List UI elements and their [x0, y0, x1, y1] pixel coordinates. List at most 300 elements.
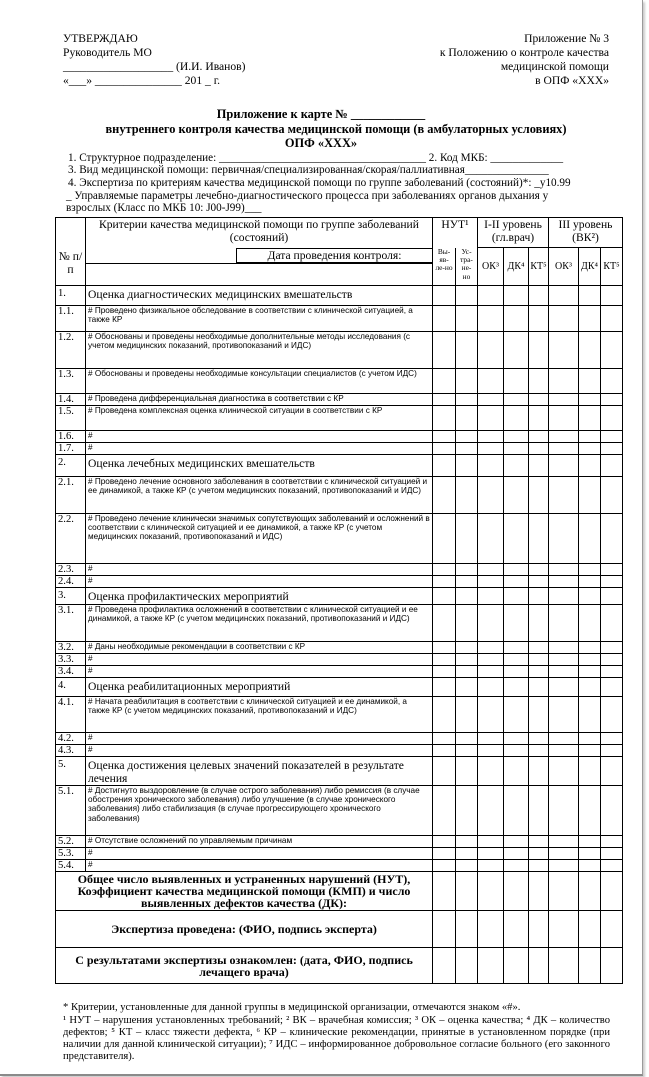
- score-cell[interactable]: [549, 678, 579, 697]
- score-cell[interactable]: [579, 406, 601, 431]
- criterion-row: [56, 836, 623, 848]
- score-cell[interactable]: [456, 666, 478, 678]
- level12-header: I-II уровень (гл.врач): [478, 218, 549, 248]
- summary-cell[interactable]: [433, 911, 456, 948]
- score-cell[interactable]: [433, 369, 456, 394]
- score-cell[interactable]: [549, 286, 579, 306]
- score-cell[interactable]: [478, 477, 504, 514]
- score-cell[interactable]: [478, 733, 504, 745]
- row-number: 4.1.: [56, 697, 86, 733]
- score-cell[interactable]: [579, 369, 601, 394]
- score-cell[interactable]: [478, 406, 504, 431]
- score-cell[interactable]: [529, 477, 549, 514]
- score-cell[interactable]: [549, 406, 579, 431]
- score-cell[interactable]: [433, 678, 456, 697]
- score-cell[interactable]: [456, 836, 478, 848]
- score-cell[interactable]: [433, 786, 456, 836]
- summary-cell[interactable]: [433, 872, 456, 911]
- score-cell[interactable]: [601, 642, 623, 654]
- criteria-table: [55, 217, 623, 984]
- score-cell[interactable]: [549, 394, 579, 406]
- score-cell[interactable]: [529, 605, 549, 642]
- criterion-row: [56, 860, 623, 872]
- summary-label: Экспертиза проведена: (ФИО, подпись эксперта): [56, 911, 433, 948]
- score-cell[interactable]: [529, 678, 549, 697]
- score-cell[interactable]: [504, 588, 529, 605]
- row-number: 2.3.: [56, 564, 86, 576]
- score-cell[interactable]: [456, 306, 478, 332]
- score-cell[interactable]: [549, 836, 579, 848]
- score-cell[interactable]: [579, 757, 601, 786]
- row-number: 5.3.: [56, 848, 86, 860]
- score-cell[interactable]: [433, 306, 456, 332]
- score-cell[interactable]: [433, 431, 456, 443]
- score-cell[interactable]: [529, 455, 549, 477]
- score-cell[interactable]: [529, 514, 549, 564]
- score-cell[interactable]: [456, 455, 478, 477]
- criterion-text: # Отсутствие осложнений по управляемым причинам: [86, 836, 433, 848]
- meta-line: _ Управляемые параметры лечебно-диагностического процесса при заболеваниях органов дыхания у: [66, 190, 549, 202]
- criterion-row: [56, 654, 623, 666]
- score-cell[interactable]: [549, 332, 579, 369]
- score-cell[interactable]: [601, 786, 623, 836]
- score-cell[interactable]: [456, 431, 478, 443]
- score-cell[interactable]: [456, 733, 478, 745]
- score-cell[interactable]: [579, 332, 601, 369]
- meta-line: 3. Вид медицинской помощи: первичная/специализированная/скорая/паллиативная_______________: [68, 164, 549, 176]
- summary-cell[interactable]: [579, 948, 601, 984]
- score-cell[interactable]: [549, 514, 579, 564]
- criterion-text: # Достигнуто выздоровление (в случае острого заболевания) либо ремиссия (в случае обострения хронического заболевания) либо улучшение (в случае хронического заболевания) либо стабилизация (в случае прогрессирующего хронического заболевания): [86, 786, 433, 836]
- score-cell[interactable]: [549, 848, 579, 860]
- score-cell[interactable]: [478, 588, 504, 605]
- summary-cell[interactable]: [529, 911, 549, 948]
- score-cell[interactable]: [601, 757, 623, 786]
- score-cell[interactable]: [529, 369, 549, 394]
- approval-line: ___________________ (И.И. Иванов): [63, 60, 246, 73]
- score-cell[interactable]: [504, 654, 529, 666]
- score-cell[interactable]: [433, 860, 456, 872]
- score-cell[interactable]: [478, 455, 504, 477]
- score-cell[interactable]: [456, 332, 478, 369]
- score-cell[interactable]: [456, 757, 478, 786]
- summary-cell[interactable]: [478, 872, 504, 911]
- score-cell[interactable]: [549, 786, 579, 836]
- score-cell[interactable]: [478, 786, 504, 836]
- score-cell[interactable]: [579, 697, 601, 733]
- score-cell[interactable]: [433, 654, 456, 666]
- section-row: [56, 286, 623, 306]
- score-cell[interactable]: [433, 406, 456, 431]
- score-cell[interactable]: [549, 642, 579, 654]
- summary-cell[interactable]: [549, 872, 579, 911]
- score-cell[interactable]: [549, 666, 579, 678]
- score-cell[interactable]: [601, 605, 623, 642]
- score-cell[interactable]: [549, 564, 579, 576]
- title-line: внутреннего контроля качества медицинской помощи (в амбулаторных условиях): [105, 122, 567, 136]
- score-cell[interactable]: [549, 576, 579, 588]
- criterion-text: # Обоснованы и проведены необходимые консультации специалистов (с учетом ИДС): [86, 369, 433, 394]
- criterion-text: # Проведена профилактика осложнений в соответствии с клинической ситуацией и ее динамикой, а также КР (с учетом медицинских показаний, противопоказаний и ИДС): [86, 605, 433, 642]
- score-cell[interactable]: [433, 836, 456, 848]
- summary-cell[interactable]: [456, 948, 478, 984]
- score-cell[interactable]: [504, 286, 529, 306]
- score-cell[interactable]: [529, 443, 549, 455]
- score-cell[interactable]: [504, 745, 529, 757]
- criterion-row: [56, 406, 623, 431]
- score-cell[interactable]: [504, 332, 529, 369]
- score-cell[interactable]: [433, 286, 456, 306]
- score-cell[interactable]: [478, 860, 504, 872]
- criterion-row: [56, 477, 623, 514]
- score-cell[interactable]: [529, 836, 549, 848]
- score-cell[interactable]: [478, 514, 504, 564]
- score-cell[interactable]: [529, 848, 549, 860]
- score-cell[interactable]: [529, 431, 549, 443]
- score-cell[interactable]: [579, 745, 601, 757]
- score-cell[interactable]: [549, 654, 579, 666]
- score-cell[interactable]: [601, 306, 623, 332]
- score-cell[interactable]: [478, 678, 504, 697]
- score-cell[interactable]: [433, 576, 456, 588]
- criterion-row: [56, 605, 623, 642]
- criterion-text: #: [86, 443, 433, 455]
- score-cell[interactable]: [504, 642, 529, 654]
- summary-cell[interactable]: [478, 948, 504, 984]
- score-cell[interactable]: [549, 605, 579, 642]
- summary-cell[interactable]: [601, 948, 623, 984]
- score-cell[interactable]: [504, 455, 529, 477]
- score-cell[interactable]: [529, 654, 549, 666]
- score-cell[interactable]: [579, 654, 601, 666]
- score-cell[interactable]: [456, 642, 478, 654]
- score-cell[interactable]: [433, 666, 456, 678]
- score-cell[interactable]: [478, 332, 504, 369]
- score-cell[interactable]: [504, 860, 529, 872]
- score-cell[interactable]: [433, 564, 456, 576]
- score-cell[interactable]: [549, 306, 579, 332]
- score-cell[interactable]: [601, 477, 623, 514]
- score-cell[interactable]: [433, 757, 456, 786]
- score-cell[interactable]: [549, 588, 579, 605]
- score-cell[interactable]: [601, 369, 623, 394]
- score-cell[interactable]: [549, 369, 579, 394]
- summary-cell[interactable]: [478, 911, 504, 948]
- score-cell[interactable]: [504, 406, 529, 431]
- score-cell[interactable]: [601, 588, 623, 605]
- score-cell[interactable]: [579, 860, 601, 872]
- score-cell[interactable]: [579, 576, 601, 588]
- score-cell[interactable]: [549, 697, 579, 733]
- summary-cell[interactable]: [433, 948, 456, 984]
- criterion-row: [56, 431, 623, 443]
- score-cell[interactable]: [529, 697, 549, 733]
- section-row: [56, 757, 623, 786]
- score-cell[interactable]: [529, 564, 549, 576]
- score-cell[interactable]: [579, 786, 601, 836]
- score-cell[interactable]: [579, 733, 601, 745]
- row-number: 4.3.: [56, 745, 86, 757]
- section-row: [56, 588, 623, 605]
- score-cell[interactable]: [433, 697, 456, 733]
- kt-header: КТ⁵: [601, 248, 623, 286]
- score-cell[interactable]: [579, 666, 601, 678]
- score-cell[interactable]: [456, 860, 478, 872]
- score-cell[interactable]: [529, 733, 549, 745]
- score-cell[interactable]: [478, 697, 504, 733]
- appendix-line: к Положению о контроле качества: [439, 46, 609, 59]
- score-cell[interactable]: [529, 406, 549, 431]
- score-cell[interactable]: [478, 564, 504, 576]
- score-cell[interactable]: [456, 678, 478, 697]
- score-cell[interactable]: [579, 564, 601, 576]
- section-title: Оценка лечебных медицинских вмешательств: [86, 455, 433, 477]
- score-cell[interactable]: [529, 332, 549, 369]
- score-cell[interactable]: [433, 642, 456, 654]
- score-cell[interactable]: [529, 394, 549, 406]
- score-cell[interactable]: [529, 588, 549, 605]
- score-cell[interactable]: [504, 666, 529, 678]
- score-cell[interactable]: [601, 745, 623, 757]
- score-cell[interactable]: [579, 455, 601, 477]
- score-cell[interactable]: [549, 757, 579, 786]
- criterion-text: # Начата реабилитация в соответствии с клинической ситуацией и ее динамикой, а также КР (с учетом медицинских показаний, противопоказаний и ИДС): [86, 697, 433, 733]
- score-cell[interactable]: [579, 605, 601, 642]
- criterion-row: [56, 443, 623, 455]
- approval-line: УТВЕРЖДАЮ: [63, 32, 138, 45]
- score-cell[interactable]: [433, 605, 456, 642]
- score-cell[interactable]: [478, 654, 504, 666]
- score-cell[interactable]: [504, 605, 529, 642]
- score-cell[interactable]: [456, 605, 478, 642]
- score-cell[interactable]: [433, 745, 456, 757]
- summary-cell[interactable]: [456, 872, 478, 911]
- score-cell[interactable]: [601, 514, 623, 564]
- date-row: [56, 248, 623, 264]
- score-cell[interactable]: [433, 477, 456, 514]
- score-cell[interactable]: [456, 406, 478, 431]
- score-cell[interactable]: [579, 848, 601, 860]
- score-cell[interactable]: [549, 477, 579, 514]
- score-cell[interactable]: [504, 369, 529, 394]
- score-cell[interactable]: [529, 757, 549, 786]
- score-cell[interactable]: [433, 443, 456, 455]
- section-title: Оценка диагностических медицинских вмешательств: [86, 286, 433, 306]
- score-cell[interactable]: [504, 733, 529, 745]
- criterion-text: # Обоснованы и проведены необходимые дополнительные методы исследования (с учетом медицинских показаний, противопоказаний и ИДС): [86, 332, 433, 369]
- score-cell[interactable]: [504, 848, 529, 860]
- score-cell[interactable]: [456, 654, 478, 666]
- score-cell[interactable]: [456, 588, 478, 605]
- score-cell[interactable]: [478, 369, 504, 394]
- score-cell[interactable]: [549, 733, 579, 745]
- summary-cell[interactable]: [579, 872, 601, 911]
- score-cell[interactable]: [433, 394, 456, 406]
- meta-line: взрослых (Класс по МКБ 10: J00-J99)___: [66, 202, 262, 214]
- summary-cell[interactable]: [549, 948, 579, 984]
- score-cell[interactable]: [433, 848, 456, 860]
- score-cell[interactable]: [529, 306, 549, 332]
- score-cell[interactable]: [478, 757, 504, 786]
- score-cell[interactable]: [433, 588, 456, 605]
- score-cell[interactable]: [478, 443, 504, 455]
- score-cell[interactable]: [601, 848, 623, 860]
- score-cell[interactable]: [478, 605, 504, 642]
- score-cell[interactable]: [456, 514, 478, 564]
- score-cell[interactable]: [579, 836, 601, 848]
- score-cell[interactable]: [529, 786, 549, 836]
- score-cell[interactable]: [601, 697, 623, 733]
- score-cell[interactable]: [504, 443, 529, 455]
- summary-cell[interactable]: [456, 911, 478, 948]
- score-cell[interactable]: [601, 666, 623, 678]
- summary-cell[interactable]: [504, 948, 529, 984]
- score-cell[interactable]: [601, 332, 623, 369]
- score-cell[interactable]: [504, 564, 529, 576]
- score-cell[interactable]: [601, 576, 623, 588]
- criterion-text: # Проведено физикальное обследование в соответствии с клинической ситуацией, а также КР: [86, 306, 433, 332]
- score-cell[interactable]: [456, 477, 478, 514]
- score-cell[interactable]: [529, 666, 549, 678]
- summary-cell[interactable]: [601, 911, 623, 948]
- score-cell[interactable]: [549, 443, 579, 455]
- score-cell[interactable]: [549, 860, 579, 872]
- summary-cell[interactable]: [601, 872, 623, 911]
- score-cell[interactable]: [579, 477, 601, 514]
- score-cell[interactable]: [456, 745, 478, 757]
- score-cell[interactable]: [601, 406, 623, 431]
- score-cell[interactable]: [601, 836, 623, 848]
- summary-label: Общее число выявленных и устраненных нарушений (НУТ), Коэффициент качества медицинской помощи (КМП) и число выявленных дефектов качества (ДК):: [56, 872, 433, 911]
- score-cell[interactable]: [529, 745, 549, 757]
- summary-cell[interactable]: [579, 911, 601, 948]
- score-cell[interactable]: [478, 431, 504, 443]
- level3-header: III уровень (ВК²): [549, 218, 623, 248]
- score-cell[interactable]: [601, 678, 623, 697]
- score-cell[interactable]: [456, 443, 478, 455]
- score-cell[interactable]: [478, 394, 504, 406]
- score-cell[interactable]: [456, 286, 478, 306]
- score-cell[interactable]: [601, 286, 623, 306]
- criterion-row: [56, 733, 623, 745]
- criterion-text: #: [86, 666, 433, 678]
- score-cell[interactable]: [456, 848, 478, 860]
- score-cell[interactable]: [478, 306, 504, 332]
- score-cell[interactable]: [504, 394, 529, 406]
- summary-cell[interactable]: [504, 911, 529, 948]
- score-cell[interactable]: [504, 697, 529, 733]
- score-cell[interactable]: [504, 757, 529, 786]
- score-cell[interactable]: [579, 678, 601, 697]
- score-cell[interactable]: [478, 745, 504, 757]
- score-cell[interactable]: [504, 836, 529, 848]
- criterion-text: #: [86, 564, 433, 576]
- score-cell[interactable]: [478, 576, 504, 588]
- summary-cell[interactable]: [549, 911, 579, 948]
- score-cell[interactable]: [456, 369, 478, 394]
- score-cell[interactable]: [549, 745, 579, 757]
- score-cell[interactable]: [579, 642, 601, 654]
- score-cell[interactable]: [504, 431, 529, 443]
- score-cell[interactable]: [601, 443, 623, 455]
- score-cell[interactable]: [478, 836, 504, 848]
- score-cell[interactable]: [529, 576, 549, 588]
- criterion-text: #: [86, 576, 433, 588]
- score-cell[interactable]: [504, 306, 529, 332]
- score-cell[interactable]: [433, 733, 456, 745]
- score-cell[interactable]: [529, 286, 549, 306]
- score-cell[interactable]: [579, 306, 601, 332]
- score-cell[interactable]: [456, 564, 478, 576]
- header-row: [56, 218, 623, 248]
- dk-header: ДК⁴: [579, 248, 601, 286]
- criterion-row: [56, 745, 623, 757]
- summary-cell[interactable]: [529, 872, 549, 911]
- score-cell[interactable]: [579, 286, 601, 306]
- score-cell[interactable]: [601, 431, 623, 443]
- summary-row: [56, 872, 623, 911]
- summary-row: [56, 948, 623, 984]
- score-cell[interactable]: [478, 848, 504, 860]
- score-cell[interactable]: [601, 654, 623, 666]
- footnote-abbreviations: ¹ НУТ – нарушения установленных требований; ² ВК – врачебная комиссия; ³ ОК – оценка качества; ⁴ ДК – количество дефектов; ⁵ КТ – класс тяжести дефекта, ⁶ КР – клинические рекомендации, принятые в установленном порядке (при наличии для данной клинической ситуации); ⁷ ИДС – информированное добровольное согласие больного (его законного представителя).: [63, 1015, 610, 1062]
- score-cell[interactable]: [504, 576, 529, 588]
- score-cell[interactable]: [478, 286, 504, 306]
- summary-cell[interactable]: [504, 872, 529, 911]
- score-cell[interactable]: [504, 514, 529, 564]
- score-cell[interactable]: [579, 431, 601, 443]
- summary-cell[interactable]: [529, 948, 549, 984]
- criterion-row: [56, 306, 623, 332]
- score-cell[interactable]: [456, 576, 478, 588]
- row-number: 4.2.: [56, 733, 86, 745]
- dk-header: ДК⁴: [504, 248, 529, 286]
- row-number: 3.1.: [56, 605, 86, 642]
- score-cell[interactable]: [601, 394, 623, 406]
- score-cell[interactable]: [601, 564, 623, 576]
- kt-header: КТ⁵: [529, 248, 549, 286]
- score-cell[interactable]: [579, 514, 601, 564]
- score-cell[interactable]: [601, 733, 623, 745]
- score-cell[interactable]: [433, 455, 456, 477]
- score-cell[interactable]: [504, 678, 529, 697]
- score-cell[interactable]: [456, 394, 478, 406]
- score-cell[interactable]: [601, 860, 623, 872]
- score-cell[interactable]: [504, 477, 529, 514]
- score-cell[interactable]: [433, 514, 456, 564]
- score-cell[interactable]: [529, 642, 549, 654]
- score-cell[interactable]: [549, 455, 579, 477]
- score-cell[interactable]: [549, 431, 579, 443]
- row-number: 5.4.: [56, 860, 86, 872]
- score-cell[interactable]: [478, 642, 504, 654]
- score-cell[interactable]: [478, 666, 504, 678]
- score-cell[interactable]: [456, 786, 478, 836]
- row-number: 1.1.: [56, 306, 86, 332]
- score-cell[interactable]: [579, 588, 601, 605]
- section-title: Оценка профилактических мероприятий: [86, 588, 433, 605]
- row-number: 1.6.: [56, 431, 86, 443]
- criterion-row: [56, 369, 623, 394]
- score-cell[interactable]: [433, 332, 456, 369]
- score-cell[interactable]: [579, 394, 601, 406]
- score-cell[interactable]: [579, 443, 601, 455]
- score-cell[interactable]: [504, 786, 529, 836]
- score-cell[interactable]: [456, 697, 478, 733]
- row-number: 4.: [56, 678, 86, 697]
- score-cell[interactable]: [601, 455, 623, 477]
- score-cell[interactable]: [529, 860, 549, 872]
